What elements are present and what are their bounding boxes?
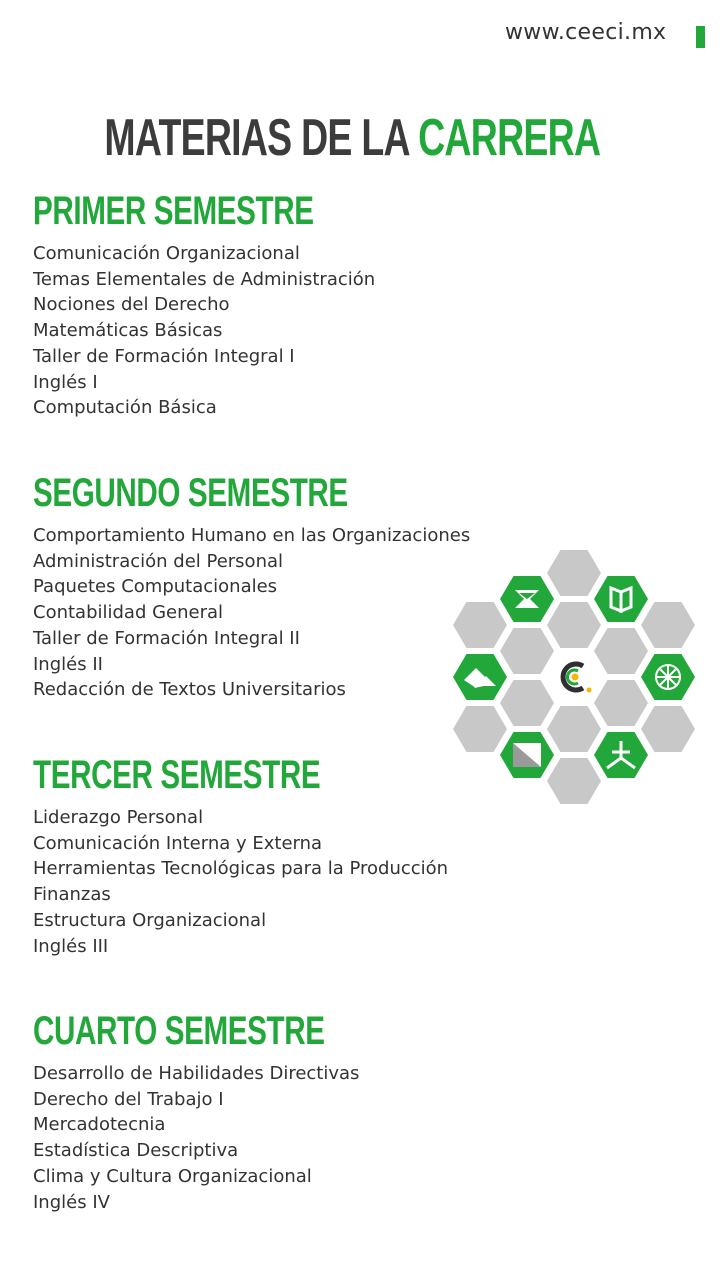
subject-item: Liderazgo Personal [33,807,204,828]
subject-item: Computación Básica [33,397,217,419]
website-url[interactable]: www.ceeci.mx [505,20,667,45]
semester-section-3 [33,753,473,959]
subject-list [33,523,473,703]
semester-section-1 [33,189,473,421]
semester-title: CUARTO SEMESTRE [33,1009,325,1053]
semester-title: SEGUNDO SEMESTRE [33,471,348,515]
subject-item: Mercadotecnia [33,1114,166,1136]
subject-item: Comunicación Interna y Externa [33,832,323,854]
subject-item: Desarrollo de Habilidades Directivas [33,1063,360,1084]
hexagon-cluster-graphic [450,548,700,808]
subject-item: Estadística Descriptiva [33,1140,239,1162]
subject-item: Matemáticas Básicas [33,320,223,342]
subject-item: Temas Elementales de Administración [33,268,376,290]
subject-item: Finanzas [33,884,111,906]
semester-section-4 [33,1009,473,1215]
subject-item: Inglés I [33,371,98,393]
subject-item: Comportamiento Humano en las Organizaciones [33,525,471,546]
subject-item: Inglés III [33,935,109,957]
subject-item: Derecho del Trabajo I [33,1088,224,1110]
subject-item: Contabilidad General [33,602,224,624]
subject-item: Inglés IV [33,1191,110,1213]
subject-list [33,241,473,421]
semester-section-2 [33,471,473,703]
subject-item: Administración del Personal [33,550,284,572]
subject-item: Taller de Formación Integral I [33,345,295,367]
subject-item: Herramientas Tecnológicas para la Producción [33,858,449,880]
subject-list [33,805,473,959]
subject-item: Redacción de Textos Universitarios [33,679,346,701]
subject-item: Estructura Organizacional [33,909,267,931]
envelope-icon [513,743,541,767]
subject-list [33,1061,473,1215]
semester-title: TERCER SEMESTRE [33,753,321,797]
page-title [99,108,607,168]
subject-item: Nociones del Derecho [33,294,230,316]
subject-item: Taller de Formación Integral II [33,627,300,649]
subject-item: Comunicación Organizacional [33,243,300,264]
page-title-part1: MATERIAS DE LA [104,109,409,167]
star-burst-icon [656,665,680,689]
subject-item: Clima y Cultura Organizacional [33,1165,312,1187]
semester-title: PRIMER SEMESTRE [33,189,314,233]
page-title-part2: CARRERA [418,109,601,167]
subject-item: Paquetes Computacionales [33,576,278,598]
header-accent-bar [696,26,705,48]
subject-item: Inglés II [33,653,103,675]
